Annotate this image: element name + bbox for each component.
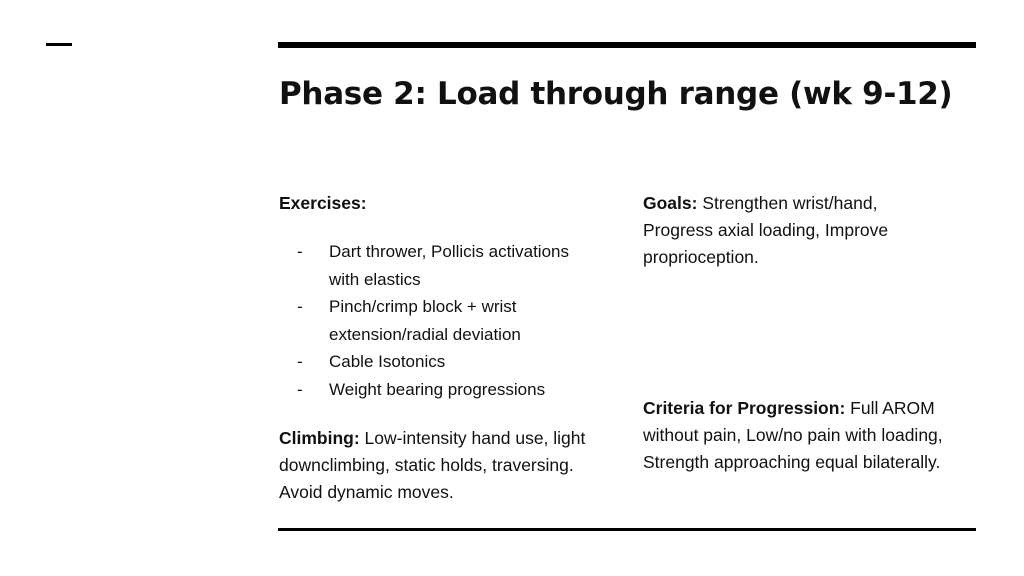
dash-bullet: - [297, 352, 303, 371]
list-item [297, 293, 597, 348]
bottom-rule [278, 528, 976, 531]
exercise-list [297, 238, 597, 403]
top-rule [278, 42, 976, 48]
exercise-text: Cable Isotonics [329, 352, 446, 371]
exercise-text: Pinch/crimp block + wrist extension/radial deviation [329, 297, 521, 344]
dash-bullet: - [297, 379, 303, 399]
criteria-text: Full AROM without pain, Low/no pain with loading, Strength approaching equal bilaterally. [643, 398, 943, 472]
dash-bullet: - [297, 297, 303, 316]
goals-paragraph [643, 190, 943, 271]
goals-label: Goals: [643, 193, 698, 213]
exercises-heading [279, 190, 599, 217]
list-item [297, 238, 597, 293]
climbing-paragraph [279, 425, 599, 506]
corner-dash-decoration [46, 43, 72, 46]
slide-title: Phase 2: Load through range (wk 9-12) [279, 76, 953, 112]
exercise-text: Weight bearing progressions [329, 379, 546, 399]
criteria-label: Criteria for Progression: [643, 398, 846, 418]
exercise-text: Dart thrower, Pollicis activations with elastics [329, 242, 569, 289]
dash-bullet: - [297, 242, 303, 261]
criteria-paragraph [643, 395, 973, 476]
goals-text: Strengthen wrist/hand, Progress axial loading, Improve proprioception. [643, 193, 889, 267]
exercises-label: Exercises: [279, 193, 367, 213]
list-item [297, 348, 597, 376]
climbing-label: Climbing: [279, 428, 360, 448]
list-item [297, 376, 597, 404]
climbing-text: Low-intensity hand use, light downclimbing, static holds, traversing. Avoid dynamic moves. [279, 428, 586, 502]
